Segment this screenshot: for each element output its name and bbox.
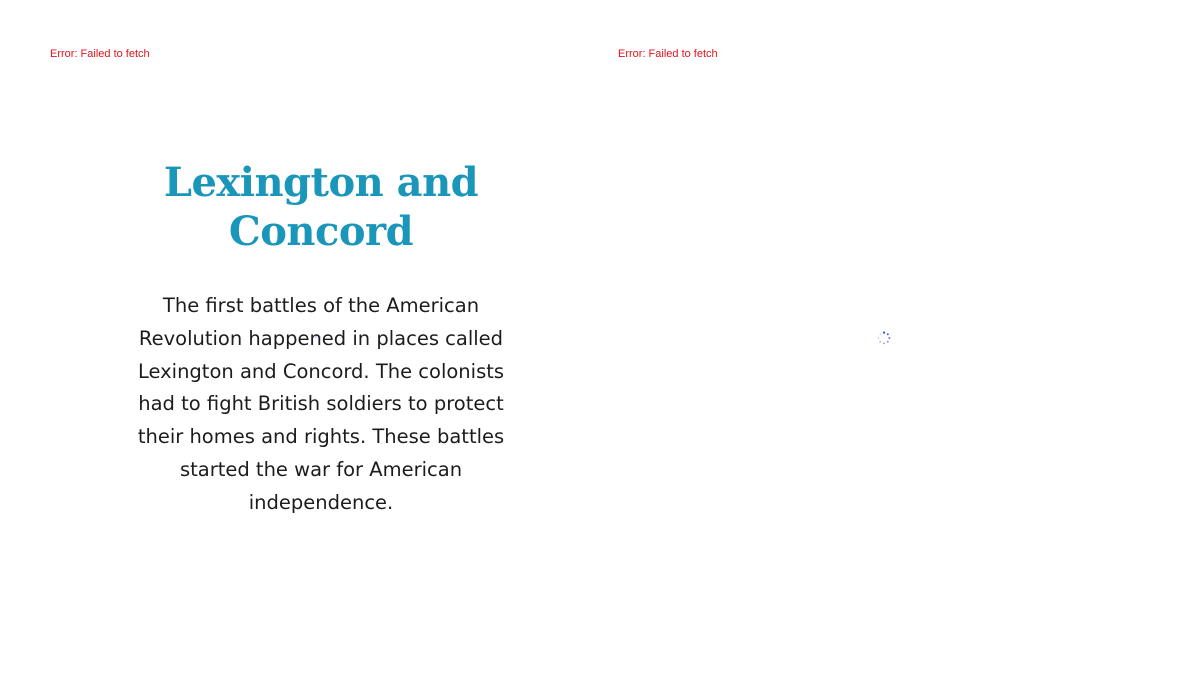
error-message-left: Error: Failed to fetch	[50, 48, 150, 60]
page-title: Lexington and Concord	[163, 159, 479, 255]
error-message-right: Error: Failed to fetch	[618, 48, 718, 60]
inline-loading-icon	[310, 334, 322, 340]
body-paragraph: The first battles of the American Revolution happened in places called Lexington and Concord. The colonists had to fight British soldiers to protect their homes and rights. These battles started the war for American independence.	[137, 294, 505, 514]
loading-spinner-icon	[877, 331, 891, 345]
